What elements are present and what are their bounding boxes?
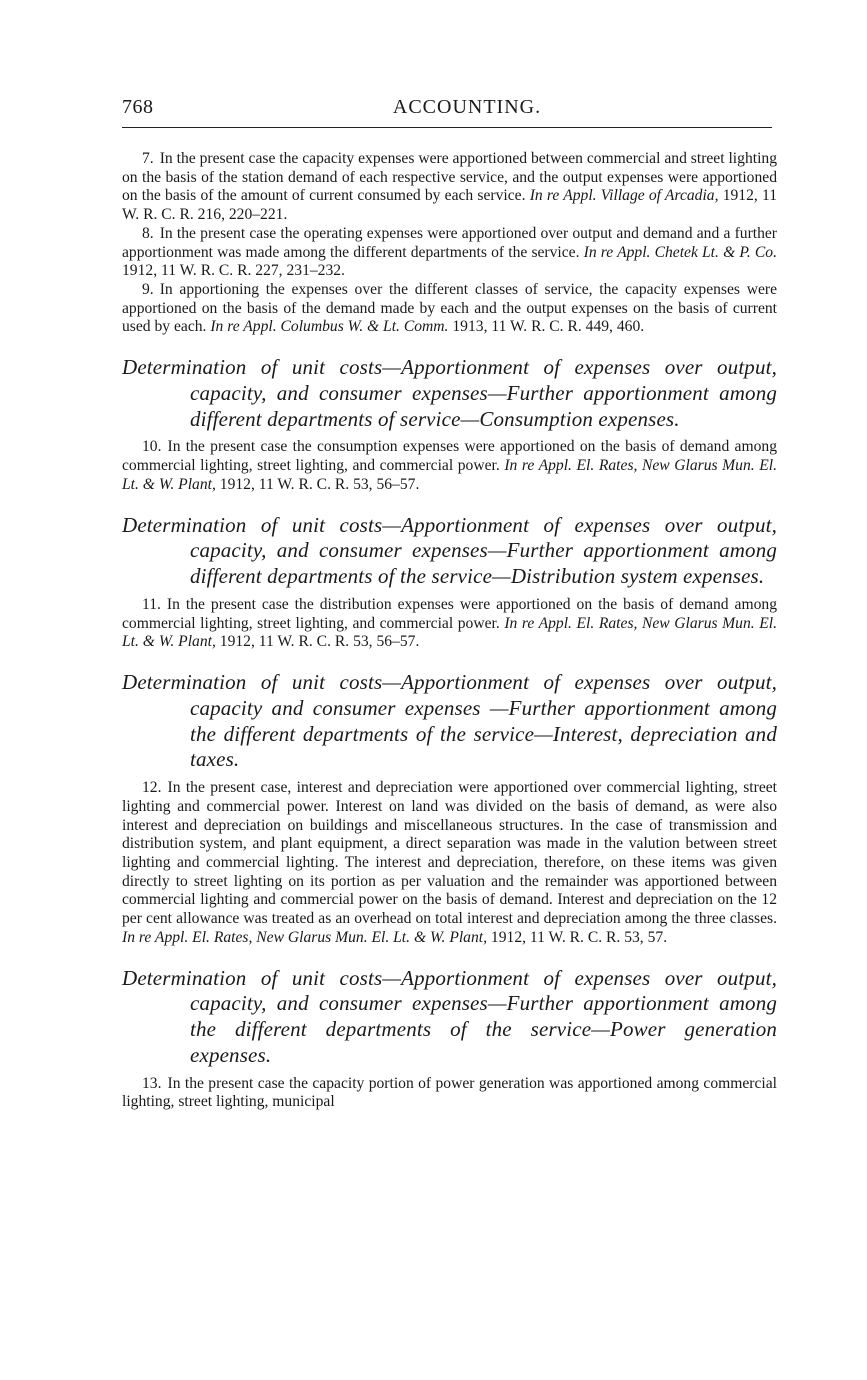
page-number: 768: [122, 96, 154, 118]
paragraph-text: In the present case the operating expenses were apportioned over output and demand and a further apportionment was made among the different departments of the service.: [122, 224, 777, 261]
citation-reference: 1913, 11 W. R. C. R. 449, 460.: [452, 318, 645, 336]
paragraph-11: [122, 596, 777, 652]
paragraph-text: In the present case the capacity portion of power generation was apportioned among commercial lighting, street lighting, municipal: [122, 1074, 777, 1111]
paragraph-number: 12.: [142, 779, 162, 797]
paragraph-text: In the present case the capacity expenses were apportioned between commercial and street lighting on the basis of the station demand of each respective service, and the output expenses were apportioned on the basis of the amount of current consumed by each service.: [122, 150, 777, 205]
section-heading-distribution-system-expenses: Determination of unit costs—Apportionment of expenses over output, capacity, and consumer expenses—Further apportionment among different departments of the service—Distribution system expenses.: [122, 512, 777, 589]
paragraph-number: 7.: [142, 150, 154, 167]
citation-reference: 1912, 11 W. R. C. R. 53, 56–57.: [219, 475, 420, 493]
paragraph-number: 9.: [142, 280, 154, 298]
section-heading-consumption-expenses: Determination of unit costs—Apportionment of expenses over output, capacity, and consumer expenses—Further apportionment among different departments of service—Consumption expenses.: [122, 355, 777, 431]
citation-reference: 1912, 11 W. R. C. R. 216, 220–221.: [122, 187, 778, 224]
paragraph-10: [122, 438, 777, 494]
case-citation: In re Appl. Chetek Lt. & P. Co.: [583, 243, 777, 261]
paragraph-number: 13.: [142, 1074, 162, 1092]
paragraph-number: 10.: [142, 438, 162, 456]
paragraph-13: [122, 1075, 777, 1112]
running-head-title: ACCOUNTING.: [392, 96, 542, 118]
paragraph-12: [122, 779, 777, 947]
citation-reference: 1912, 11 W. R. C. R. 53, 56–57.: [219, 633, 420, 651]
paragraph-number: 11.: [142, 595, 161, 613]
citation-reference: 1912, 11 W. R. C. R. 53, 57.: [490, 928, 668, 946]
case-citation: In re Appl. Columbus W. & Lt. Comm.: [210, 318, 449, 336]
page-body: [122, 150, 777, 1112]
citation-reference: 1912, 11 W. R. C. R. 227, 231–232.: [122, 262, 345, 280]
paragraph-number: 8.: [142, 224, 154, 242]
paragraph-8: [122, 225, 777, 281]
case-citation: In re Appl. El. Rates, New Glarus Mun. El. Lt. & W. Plant,: [122, 457, 777, 493]
paragraph-text: In the present case, interest and depreciation were apportioned over commercial lighting, street lighting and commercial power. Interest on land was divided on the basis of demand, as were also interest and depreciation on buildings and miscellaneous structures. In the case of transmission and distribution system, and plant equipment, a direct separation was made in the valution between street lighting and commercial lighting. The interest and depreciation, therefore, on these items was given directly to street lighting on its portion as per valuation and the remainder was apportioned between commercial lighting and commercial power on the basis of demand. Interest and depreciation on the 12 per cent allowance was treated as an overhead on total interest and depreciation among the three classes.: [122, 779, 777, 928]
case-citation: In re Appl. Village of Arcadia,: [529, 187, 719, 205]
paragraph-text: In the present case the distribution expenses were apportioned on the basis of demand among commercial lighting, street lighting, and commercial power.: [122, 595, 777, 632]
case-citation: In re Appl. El. Rates, New Glarus Mun. El. Lt. & W. Plant,: [122, 614, 777, 651]
case-citation: In re Appl. El. Rates, New Glarus Mun. El. Lt. & W. Plant,: [122, 928, 488, 946]
page-header: [122, 96, 772, 126]
paragraph-text: In the present case the consumption expenses were apportioned on the basis of demand among commercial lighting, street lighting, and commercial power.: [122, 438, 777, 475]
section-heading-power-generation-expenses: Determination of unit costs—Apportionment of expenses over output, capacity, and consumer expenses—Further apportionment among the different departments of the service—Power generation expenses.: [122, 965, 777, 1067]
paragraph-9: [122, 281, 777, 337]
paragraph-text: In apportioning the expenses over the different classes of service, the capacity expenses were apportioned on the basis of the demand made by each and the output expenses on the basis of current used by each.: [122, 280, 777, 336]
header-rule: [122, 127, 772, 128]
section-heading-interest-depreciation-taxes: Determination of unit costs—Apportionment of expenses over output, capacity and consumer expenses —Further apportionment among the different departments of the service—Interest, depreciation and taxes.: [122, 670, 777, 772]
paragraph-7: [122, 150, 777, 225]
